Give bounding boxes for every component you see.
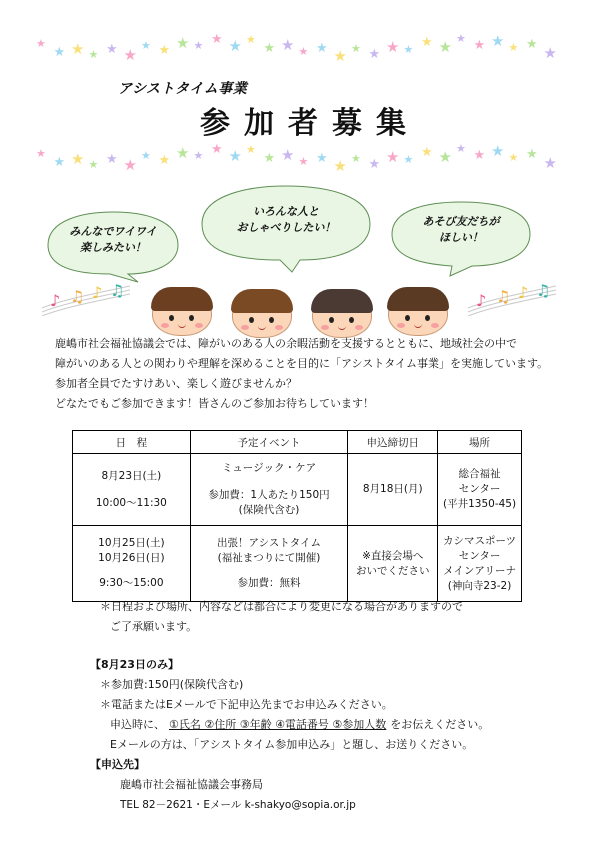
row1-place-cell: [438, 454, 522, 526]
table-row: [73, 526, 522, 602]
star-icon: ★: [508, 150, 519, 164]
intro-line-1: 鹿嶋市社会福祉協議会では、障がいのある人の余暇活動を支援するとともに、地域社会の中で: [55, 337, 517, 350]
star-icon: ★: [351, 151, 361, 165]
star-icon: ★: [543, 44, 557, 63]
row2-place-4: (神向寺23-2): [447, 579, 512, 592]
bubble-1-line2: 楽しみたい！: [80, 241, 146, 254]
column-header-place: 場所: [438, 431, 522, 454]
child-face-icon: [312, 292, 372, 338]
star-icon: ★: [193, 39, 204, 53]
svg-text:♪: ♪: [92, 283, 103, 302]
row1-date-cell: [73, 454, 191, 526]
row2-event-cell: [190, 526, 348, 602]
column-header-deadline: 申込締切日: [348, 431, 438, 454]
star-icon: ★: [246, 143, 256, 157]
star-icon: ★: [456, 142, 466, 156]
child-face-icon: [152, 290, 212, 336]
star-icon: ★: [543, 154, 557, 173]
star-icon: ★: [281, 146, 295, 165]
star-icon: ★: [158, 42, 171, 58]
row2-deadline-2: おいでください: [355, 564, 430, 577]
bubble-2-line2: おしゃべりしたい！: [236, 221, 336, 234]
svg-text:♪: ♪: [518, 283, 529, 302]
row2-place-3: メインアリーナ: [443, 564, 516, 577]
items-suffix: をお伝えください。: [390, 718, 490, 731]
row2-date-1: 10月25日(土): [98, 537, 165, 549]
row1-fee: 参加費：1人あたり150円: [208, 489, 330, 501]
svg-text:♫: ♫: [110, 282, 125, 300]
contact-info: TEL 82－2621・Eメール k-shakyo@sopia.or.jp: [120, 799, 356, 811]
star-icon: ★: [53, 155, 66, 171]
row2-deadline-1: ※直接会場へ: [362, 549, 424, 562]
svg-text:♫: ♫: [536, 282, 551, 300]
star-icon: ★: [421, 34, 433, 50]
row1-date: 8月23日(土): [101, 469, 162, 482]
star-icon: ★: [368, 156, 381, 172]
bubble-3-line1: あそび友だちが: [422, 215, 500, 228]
apply-line: ＊電話またはEメールで下記申込先までお申込みください。: [100, 698, 393, 711]
row1-place-1: 総合福祉: [458, 468, 501, 480]
star-icon: ★: [123, 155, 137, 174]
row2-fee: 参加費：無料: [237, 577, 301, 589]
row2-deadline-cell: [348, 526, 438, 602]
event-subtitle: アシストタイム事業: [118, 81, 248, 97]
star-icon: ★: [228, 147, 242, 166]
star-icon: ★: [526, 147, 538, 163]
star-icon: ★: [141, 149, 151, 163]
star-icon: ★: [123, 45, 137, 64]
star-icon: ★: [421, 144, 433, 160]
intro-line-3: 参加者全員でたすけあい、楽しく遊びませんか？: [55, 377, 297, 390]
row1-place-2: センター: [458, 483, 501, 495]
star-icon: ★: [508, 40, 519, 54]
child-face-icon: [232, 292, 292, 338]
star-icon: ★: [211, 142, 223, 158]
star-icon: ★: [106, 151, 118, 167]
star-icon: ★: [386, 38, 400, 57]
star-icon: ★: [298, 155, 309, 169]
star-icon: ★: [298, 45, 309, 59]
star-icon: ★: [263, 150, 276, 166]
music-notes-right-icon: [468, 282, 556, 316]
row2-place-cell: [438, 526, 522, 602]
row1-event-cell: [190, 454, 348, 526]
star-icon: ★: [88, 47, 99, 61]
star-icon: ★: [316, 150, 328, 166]
star-icon: ★: [36, 37, 46, 50]
star-icon: ★: [333, 46, 347, 65]
star-icon: ★: [438, 148, 452, 166]
row1-deadline: 8月18日(月): [348, 454, 438, 526]
intro-line-4: どなたでもご参加できます！皆さんのご参加お待ちしています！: [55, 397, 374, 410]
star-icon: ★: [106, 41, 118, 57]
column-header-date: 日 程: [73, 431, 191, 454]
bubble-3-line2: ほしい！: [439, 231, 483, 244]
star-icon: ★: [158, 152, 171, 168]
star-icon: ★: [281, 36, 295, 55]
star-icon: ★: [71, 149, 85, 168]
star-icon: ★: [316, 40, 328, 56]
row1-fee-note: (保険代含む): [238, 504, 300, 516]
star-icon: ★: [71, 39, 85, 58]
star-icon: ★: [351, 41, 361, 55]
bubble-2-line1: いろんな人と: [253, 205, 319, 218]
star-icon: ★: [141, 39, 151, 53]
svg-text:♫: ♫: [70, 287, 85, 306]
star-icon: ★: [473, 148, 486, 164]
speech-bubble-1: [38, 208, 188, 283]
row2-date-2: 10月26日(日): [98, 552, 165, 564]
table-row: [73, 454, 522, 526]
section-heading-aug23: 【8月23日のみ】: [90, 658, 179, 671]
svg-text:♫: ♫: [496, 287, 511, 306]
required-items: ①氏名 ②住所 ③年齢 ④電話番号 ⑤参加人数: [169, 718, 387, 731]
child-face-icon: [388, 290, 448, 336]
star-icon: ★: [473, 38, 486, 54]
row1-time: 10:00～11:30: [95, 496, 167, 509]
items-prefix: 申込時に、: [110, 718, 165, 731]
speech-bubble-2: [196, 182, 376, 274]
star-icon: ★: [386, 148, 400, 167]
row2-place-2: センター: [458, 549, 501, 562]
star-icon: ★: [403, 42, 414, 56]
speech-bubble-3: [386, 198, 536, 278]
star-icon: ★: [88, 157, 99, 171]
star-icon: ★: [491, 142, 505, 161]
row2-time: 9:30～15:00: [99, 577, 164, 589]
star-icon: ★: [403, 152, 414, 166]
bubble-1-line1: みんなでワイワイ: [69, 225, 157, 238]
star-icon: ★: [211, 32, 223, 48]
application-items-line: [110, 715, 489, 735]
fee-line: ＊参加費:150円(保険代含む): [100, 678, 244, 691]
svg-text:♪: ♪: [50, 291, 61, 310]
star-icon: ★: [53, 45, 66, 61]
svg-text:♪: ♪: [476, 291, 487, 310]
row2-event-2: (福祉まつりにて開催): [217, 552, 321, 564]
notice-line-1: ＊日程および場所、内容などは都合により変更になる場合がありますので: [100, 600, 463, 613]
star-icon: ★: [263, 40, 276, 56]
page-title: 参加者募集: [200, 106, 420, 141]
section-heading-contact: 【申込先】: [90, 758, 145, 771]
row1-event: ミュージック・ケア: [221, 462, 317, 474]
star-icon: ★: [368, 46, 381, 62]
star-icon: ★: [246, 33, 256, 47]
intro-line-2: 障がいのある人との関わりや理解を深めることを目的に「アシストタイム事業」を実施しています。: [55, 357, 549, 370]
organization-name: 鹿嶋市社会福祉協議会事務局: [120, 778, 263, 791]
schedule-table: [72, 430, 522, 602]
table-header-row: [73, 431, 522, 454]
email-note-line: Eメールの方は、「アシストタイム参加申込み」と題し、お送りください。: [110, 738, 474, 751]
star-icon: ★: [333, 156, 347, 175]
star-icon: ★: [526, 37, 538, 53]
star-icon: ★: [438, 38, 452, 56]
notice-line-2: ご了承願います。: [110, 620, 198, 633]
star-icon: ★: [456, 32, 466, 46]
row2-place-1: カシマスポーツ: [443, 534, 517, 547]
star-icon: ★: [36, 147, 46, 160]
row1-place-3: (平井1350-45): [443, 498, 517, 510]
row2-date-cell: [73, 526, 191, 602]
star-icon: ★: [176, 33, 190, 52]
star-icon: ★: [491, 32, 505, 51]
star-icon: ★: [176, 143, 190, 162]
star-icon: ★: [228, 37, 242, 56]
star-icon: ★: [193, 149, 204, 163]
music-notes-left-icon: [42, 282, 130, 316]
row2-event-1: 出張！アシストタイム: [217, 537, 322, 549]
column-header-event: 予定イベント: [190, 431, 348, 454]
